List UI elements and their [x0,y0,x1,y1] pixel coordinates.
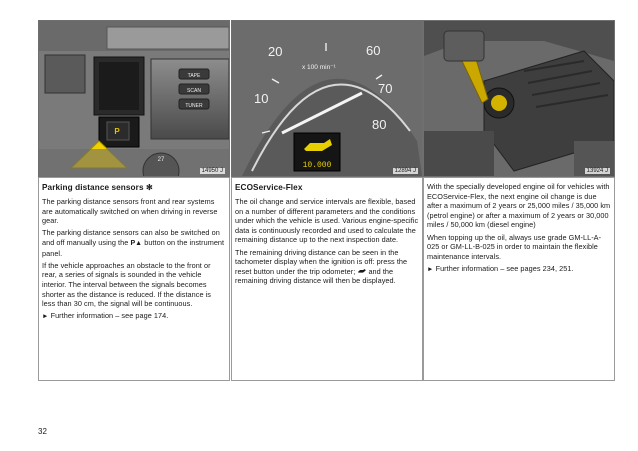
section-heading: ECOService-Flex [235,183,303,192]
tape-label: TAPE [187,73,201,79]
paragraph: The parking distance sensors front and rear systems are automatically switched on when driving in reverse gear. [42,197,218,226]
gauge-80-label: 80 [372,117,387,132]
paragraph [235,248,419,286]
gauge-10-label: 10 [254,91,269,106]
further-info-link[interactable]: Further information – see page 174. [50,311,169,321]
text-panel [231,177,423,381]
arrow-right-icon: ► [42,313,49,321]
gauge-60-label: 60 [366,43,381,58]
page-number: 32 [38,427,47,436]
column-parking-sensors [38,20,230,381]
paragraph-text: The remaining driving distance can be seen in the tachometer display when the ignition is off: press the reset button under the trip odometer; [235,247,408,276]
paragraph: When topping up the oil, always use grade GM-LL-A-025 or GM-LL-B-025 in order to maintain the flexible maintenance intervals. [427,232,602,261]
gauge-20-label: 20 [268,44,283,59]
tachometer-photo [231,20,423,177]
parking-indicator-label: P [114,127,120,136]
dashboard-illustration [39,21,229,176]
column-engine-oil [423,20,615,381]
section-heading: Parking distance sensors ✻ [42,183,153,192]
paragraph-text: and the remaining driving distance will then be displayed. [235,266,396,286]
text-panel [38,177,230,381]
photo-id: 12894 J [394,168,416,174]
scan-label: SCAN [187,88,201,94]
parking-button-icon: P▲ [130,239,143,247]
dial-label: 27 [157,157,165,163]
photo-id: 14950 J [201,168,223,174]
arrow-right-icon: ► [427,265,434,273]
further-info[interactable] [427,264,611,275]
photo-id: 13924 J [586,168,608,174]
paragraph [42,228,226,258]
text-panel [423,177,615,381]
further-info[interactable] [42,311,226,322]
tachometer-illustration [232,21,422,176]
odometer-display: 10.000 [302,161,332,170]
paragraph-text: The parking distance sensors can also be switched on and off manually using the [42,228,220,247]
gauge-unit-label: x 100 min⁻¹ [302,64,336,71]
engine-illustration [424,21,614,176]
tuner-label: TUNER [185,103,203,109]
paragraph: With the specially developed engine oil for vehicles with ECOService-Flex, the next engine oil change is due after a maximum of 2 years or 25,000 miles / 35,000 km (petrol engine) or after a maximum of 2 years or 30,000 miles / 50,000 km (diesel engine) [427,182,611,230]
paragraph: If the vehicle approaches an obstacle to the front or rear, a series of signals is sounded in the vehicle interior. The interval between the signals becomes shorter as the distance is reduced. If the distance is less than 30 cm, the signal will be continuous. [42,260,211,309]
oil-can-icon [357,268,366,275]
oil-cap-icon [491,95,507,111]
paragraph-text: button on the instrument panel. [42,237,225,258]
dashboard-photo [38,20,230,177]
gauge-70-label: 70 [378,81,393,96]
engine-photo [423,20,615,177]
paragraph: The oil change and service intervals are flexible, based on a number of different parameters and the conditions under which the vehicle is used. Various engine-specific data is continuously recorded and used to calculate the remaining distance up to the next inspection date. [235,197,419,245]
further-info-link[interactable]: Further information – see pages 234, 251. [435,263,574,273]
column-ecoservice [231,20,423,381]
